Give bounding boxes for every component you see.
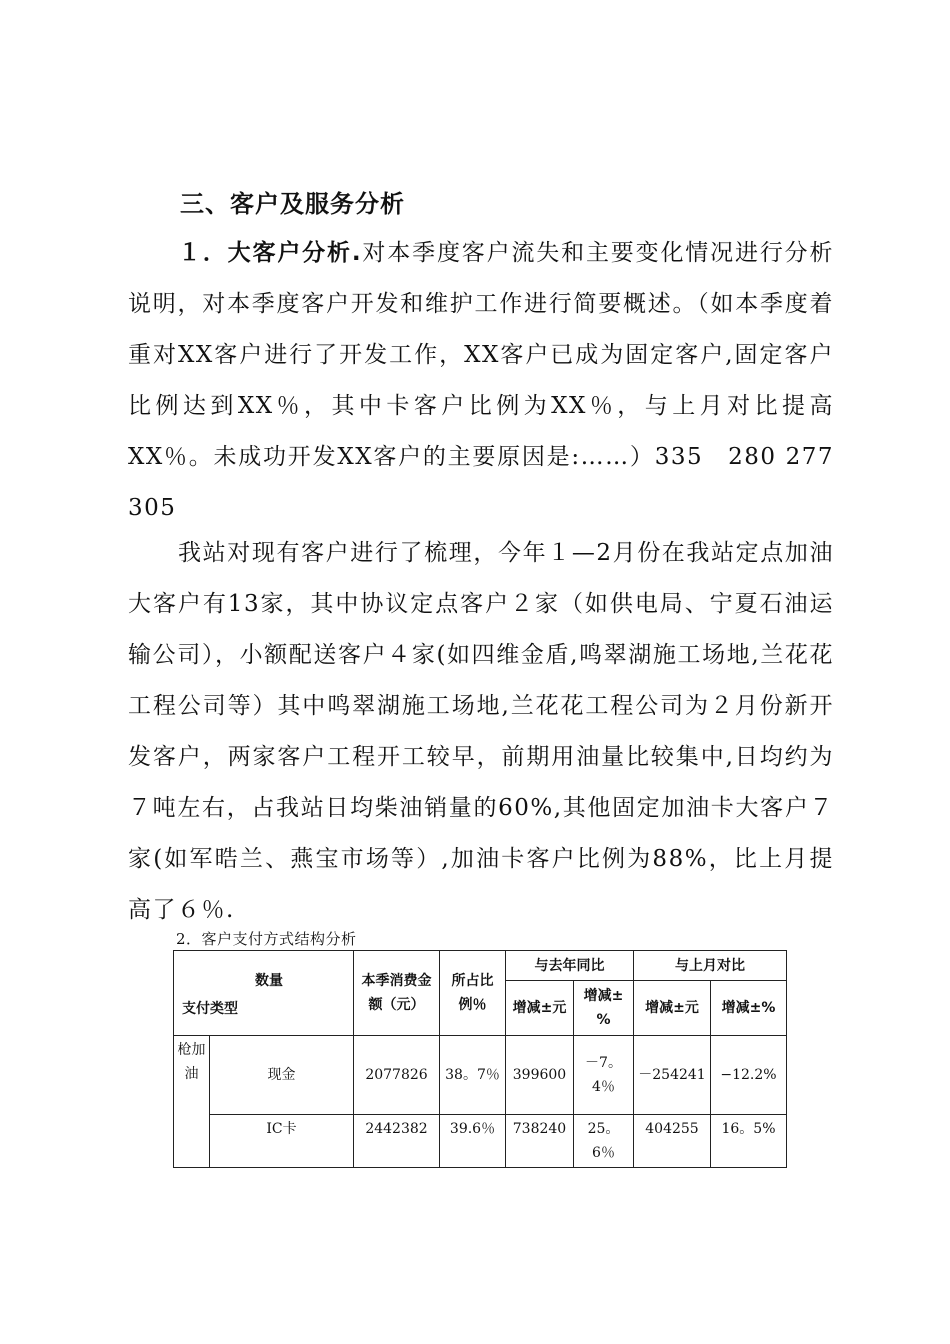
- header-payment-type: 支付类型: [182, 1001, 238, 1017]
- group-label-gun-refuel: 枪加油: [174, 1036, 210, 1168]
- header-yoy-yuan: 增减±元: [506, 981, 574, 1036]
- header-amount: 本季消费金额（元）: [354, 951, 440, 1036]
- cell-type: 现金: [210, 1036, 354, 1115]
- diagonal-header-cell: [174, 951, 354, 1036]
- cell-type: IC卡: [210, 1115, 354, 1168]
- paragraph-lead-title: １．大客户分析.: [178, 240, 363, 266]
- payment-structure-table: [173, 950, 787, 1168]
- header-yoy: 与去年同比: [506, 951, 634, 981]
- paragraph-major-customers: [128, 228, 834, 534]
- cell-mom-pct: −12.2%: [711, 1036, 787, 1115]
- cell-mom-pct: 16。5%: [711, 1115, 787, 1168]
- table-row: [174, 1115, 787, 1168]
- cell-yoy-pct: －7。4％: [574, 1036, 634, 1115]
- paragraph-customer-review: 我站对现有客户进行了梳理，今年１—2月份在我站定点加油大客户有13家，其中协议定点客户２家（如供电局、宁夏石油运输公司），小额配送客户４家(如四维金盾,鸣翠湖施工场地,兰花花工程公司等）其中鸣翠湖施工场地,兰花花工程公司为２月份新开发客户，两家客户工程开工较早，前期用油量比较集中,日均约为７吨左右，占我站日均柴油销量的60%,其他固定加油卡大客户７家(如军晧兰、燕宝市场等）,加油卡客户比例为88%，比上月提高了６％.: [128, 540, 834, 923]
- header-ratio: 所占比例％: [440, 951, 506, 1036]
- cell-yoy-yuan: 399600: [506, 1036, 574, 1115]
- header-mom: 与上月对比: [634, 951, 787, 981]
- cell-amount: 2077826: [354, 1036, 440, 1115]
- cell-ratio: 38。7％: [440, 1036, 506, 1115]
- table-caption: 2．客户支付方式结构分析: [176, 930, 357, 948]
- cell-yoy-yuan: 738240: [506, 1115, 574, 1168]
- header-yoy-pct: 增减±%: [574, 981, 634, 1036]
- cell-mom-yuan: 404255: [634, 1115, 711, 1168]
- cell-ratio: 39.6％: [440, 1115, 506, 1168]
- table-row: [174, 1036, 787, 1115]
- header-mom-yuan: 增减±元: [634, 981, 711, 1036]
- cell-mom-yuan: －254241: [634, 1036, 711, 1115]
- header-mom-pct: 增减±%: [711, 981, 787, 1036]
- header-quantity: 数量: [255, 973, 283, 989]
- paragraph-body: 对本季度客户流失和主要变化情况进行分析说明，对本季度客户开发和维护工作进行简要概述。（如本季度着重对XX客户进行了开发工作，XX客户已成为固定客户,固定客户比例达到XX％，其中卡客户比例为XX％，与上月对比提高XX％。未成功开发XX客户的主要原因是:……）335 280 277 305: [128, 240, 834, 521]
- cell-yoy-pct: 25。6％: [574, 1115, 634, 1168]
- cell-amount: 2442382: [354, 1115, 440, 1168]
- section-heading: 三、客户及服务分析: [180, 190, 405, 218]
